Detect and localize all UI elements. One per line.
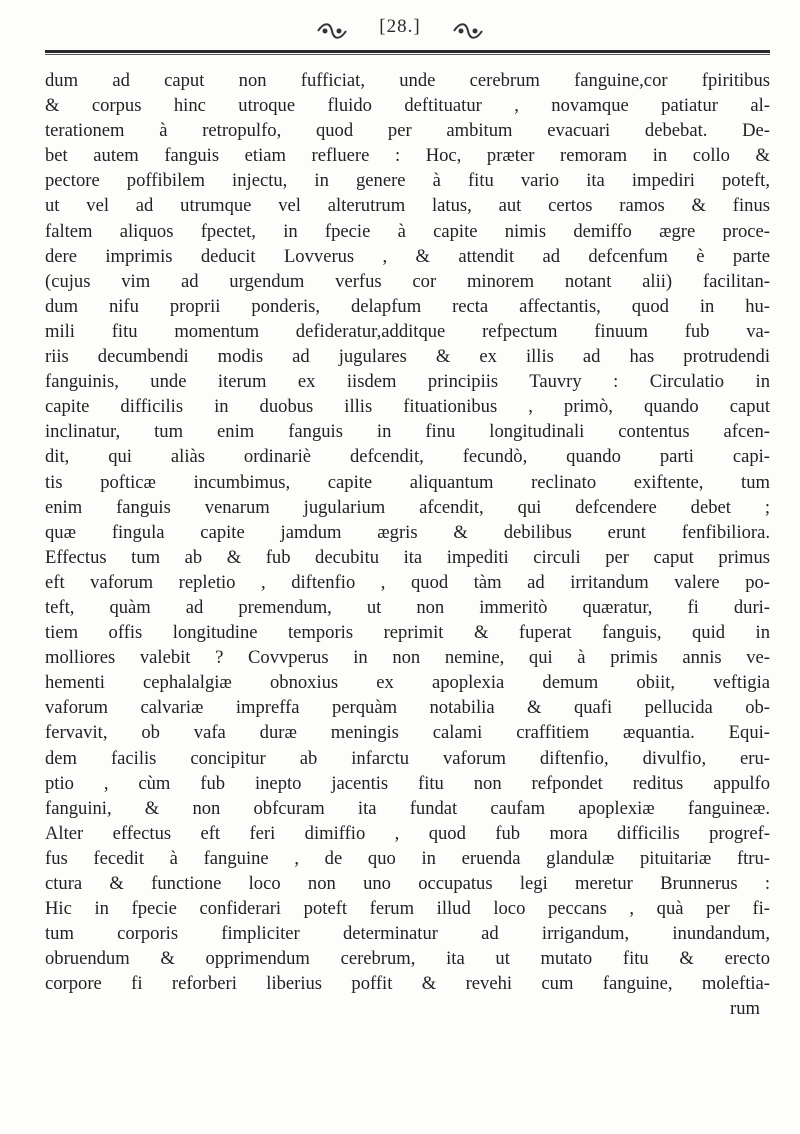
text-line: obruendum & opprimendum cerebrum, ita ut mutato fitu & erecto bbox=[45, 948, 770, 970]
text-line: capite difficilis in duobus illis fituationibus , primò, quando caput bbox=[45, 396, 770, 418]
text-line: ptio , cùm fub inepto jacentis fitu non refpondet reditus appulfo bbox=[45, 772, 770, 794]
text-line: Alter effectus eft feri dimiffio , quod fub mora difficilis progref- bbox=[45, 822, 770, 844]
text-line: fanguinis, unde iterum ex iisdem principiis Tauvry : Circulatio in bbox=[45, 371, 770, 393]
page-header bbox=[240, 16, 560, 44]
text-line: enim fanguis venarum jugularium afcendit, qui defcendere debet ; bbox=[45, 496, 770, 518]
text-line: terationem à retropulfo, quod per ambitum evacuari debebat. De- bbox=[45, 120, 770, 142]
text-line: dere imprimis deducit Lovverus , & attendit ad defcenfum è parte bbox=[45, 245, 770, 267]
text-line: tiem offis longitudine temporis reprimit & fuperat fanguis, quid in bbox=[45, 622, 770, 644]
text-line: quæ fingula capite jamdum ægris & debilibus erunt fenfibiliora. bbox=[45, 521, 770, 543]
text-line: ctura & functione loco non uno occupatus legi meretur Brunnerus : bbox=[45, 873, 770, 894]
text-line: bet autem fanguis etiam refluere : Hoc, præter remoram in collo & bbox=[45, 145, 770, 167]
text-line: (cujus vim ad urgendum verfus cor minorem notant alii) facilitan- bbox=[45, 270, 770, 292]
text-line: inclinatur, tum enim fanguis in finu longitudinali contentus afcen- bbox=[45, 421, 770, 443]
text-line: ut vel ad utrumque vel alterutrum latus, aut certos ramos & finus bbox=[45, 195, 770, 217]
text-line: dum nifu proprii ponderis, delapfum recta affectantis, quod in hu- bbox=[45, 295, 770, 317]
text-line: mili fitu momentum defideratur,additque refpectum finuum fub va- bbox=[45, 320, 770, 342]
right-ornament-icon bbox=[452, 20, 484, 42]
text-line: fanguini, & non obfcuram ita fundat caufam apoplexiæ fanguineæ. bbox=[45, 797, 770, 819]
text-line: corpore fi reforberi liberius poffit & revehi cum fanguine, moleftia- bbox=[45, 973, 770, 995]
text-line: dum ad caput non fufficiat, unde cerebrum fanguine,cor fpiritibus bbox=[45, 70, 770, 91]
text-line: fus fecedit à fanguine , de quo in eruenda glandulæ pituitariæ ftru- bbox=[45, 847, 770, 869]
text-line: hementi cephalalgiæ obnoxius ex apoplexia demum obiit, veftigia bbox=[45, 672, 770, 694]
text-line: dit, qui aliàs ordinariè defcendit, fecundò, quando parti capi- bbox=[45, 446, 770, 468]
text-line: rum bbox=[730, 998, 760, 1020]
text-line: eft vaforum repletio , diftenfio , quod tàm ad irritandum valere po- bbox=[45, 571, 770, 593]
text-line: & corpus hinc utroque fluido deftituatur , novamque patiatur al- bbox=[45, 95, 770, 117]
text-line: riis decumbendi modis ad jugulares & ex illis ad has protrudendi bbox=[45, 346, 770, 368]
text-line: Effectus tum ab & fub decubitu ita impediti circuli per caput primus bbox=[45, 546, 770, 568]
header-rule bbox=[45, 48, 770, 56]
text-line: Hic in fpecie confiderari poteft ferum illud loco peccans , quà per fi- bbox=[45, 898, 770, 920]
text-line: tum corporis fimpliciter determinatur ad irrigandum, inundandum, bbox=[45, 923, 770, 945]
text-line: faltem aliquos fpectet, in fpecie à capite nimis demiffo ægre proce- bbox=[45, 220, 770, 242]
text-line: molliores valebit ? Covvperus in non nemine, qui à primis annis ve- bbox=[45, 647, 770, 669]
text-line: pectore poffibilem injectu, in genere à fitu vario ita impediri poteft, bbox=[45, 170, 770, 192]
body-text bbox=[45, 68, 770, 1022]
text-line: vaforum calvariæ impreffa perquàm notabilia & quafi pellucida ob- bbox=[45, 697, 770, 719]
page-number: [28.] bbox=[379, 16, 421, 37]
left-ornament-icon bbox=[316, 20, 348, 42]
text-line: teft, quàm ad premendum, ut non immeritò quæratur, fi duri- bbox=[45, 596, 770, 618]
text-line: tis pofticæ incumbimus, capite aliquantum reclinato exiftente, tum bbox=[45, 471, 770, 493]
text-line: dem facilis concipitur ab infarctu vaforum diftenfio, divulfio, eru- bbox=[45, 747, 770, 769]
text-line: fervavit, ob vafa duræ meningis calami craffitiem æquantia. Equi- bbox=[45, 722, 770, 744]
